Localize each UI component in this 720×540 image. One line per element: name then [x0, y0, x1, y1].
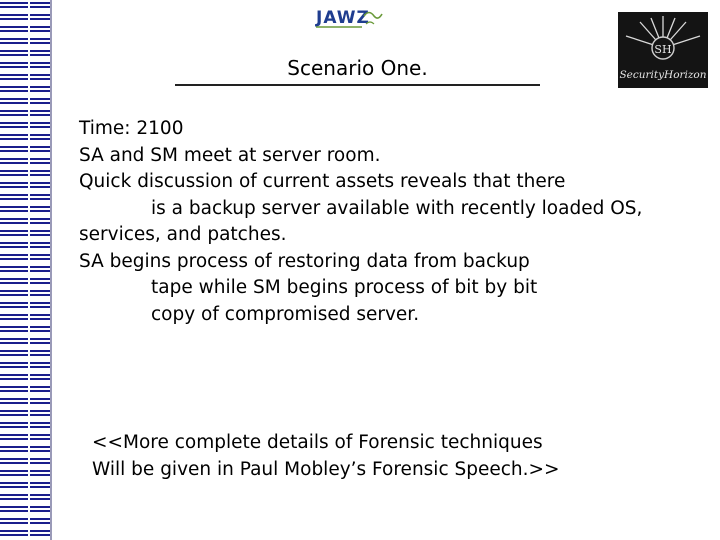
body-line-copy: copy of compromised server. [151, 303, 420, 325]
jawz-logo-text: JAWZ [316, 8, 370, 28]
forensic-note [92, 430, 652, 483]
body-line-time: Time: 2100 [79, 118, 184, 139]
body-line-meet: SA and SM meet at server room. [79, 144, 381, 166]
note-line-1: <<More complete details of Forensic techniques [92, 432, 543, 453]
security-horizon-logo [618, 12, 708, 88]
jawz-logo [312, 2, 384, 36]
sh-monogram: SH [654, 43, 672, 56]
body-line-backup-server: is a backup server available with recently loaded OS, [151, 197, 643, 219]
body-line-restore: SA begins process of restoring data from backup [79, 250, 530, 272]
decorative-striped-bar [0, 0, 52, 540]
sh-logo-text: SecurityHorizon [619, 69, 707, 81]
note-line-2: Will be given in Paul Mobley’s Forensic Speech.>> [92, 458, 560, 480]
slide-body [79, 116, 709, 328]
body-line-services: services, and patches. [79, 224, 287, 245]
body-line-discussion: Quick discussion of current assets reveals that there [79, 171, 566, 192]
slide-title: Scenario One. [175, 54, 540, 86]
body-line-tape: tape while SM begins process of bit by bit [151, 277, 538, 298]
